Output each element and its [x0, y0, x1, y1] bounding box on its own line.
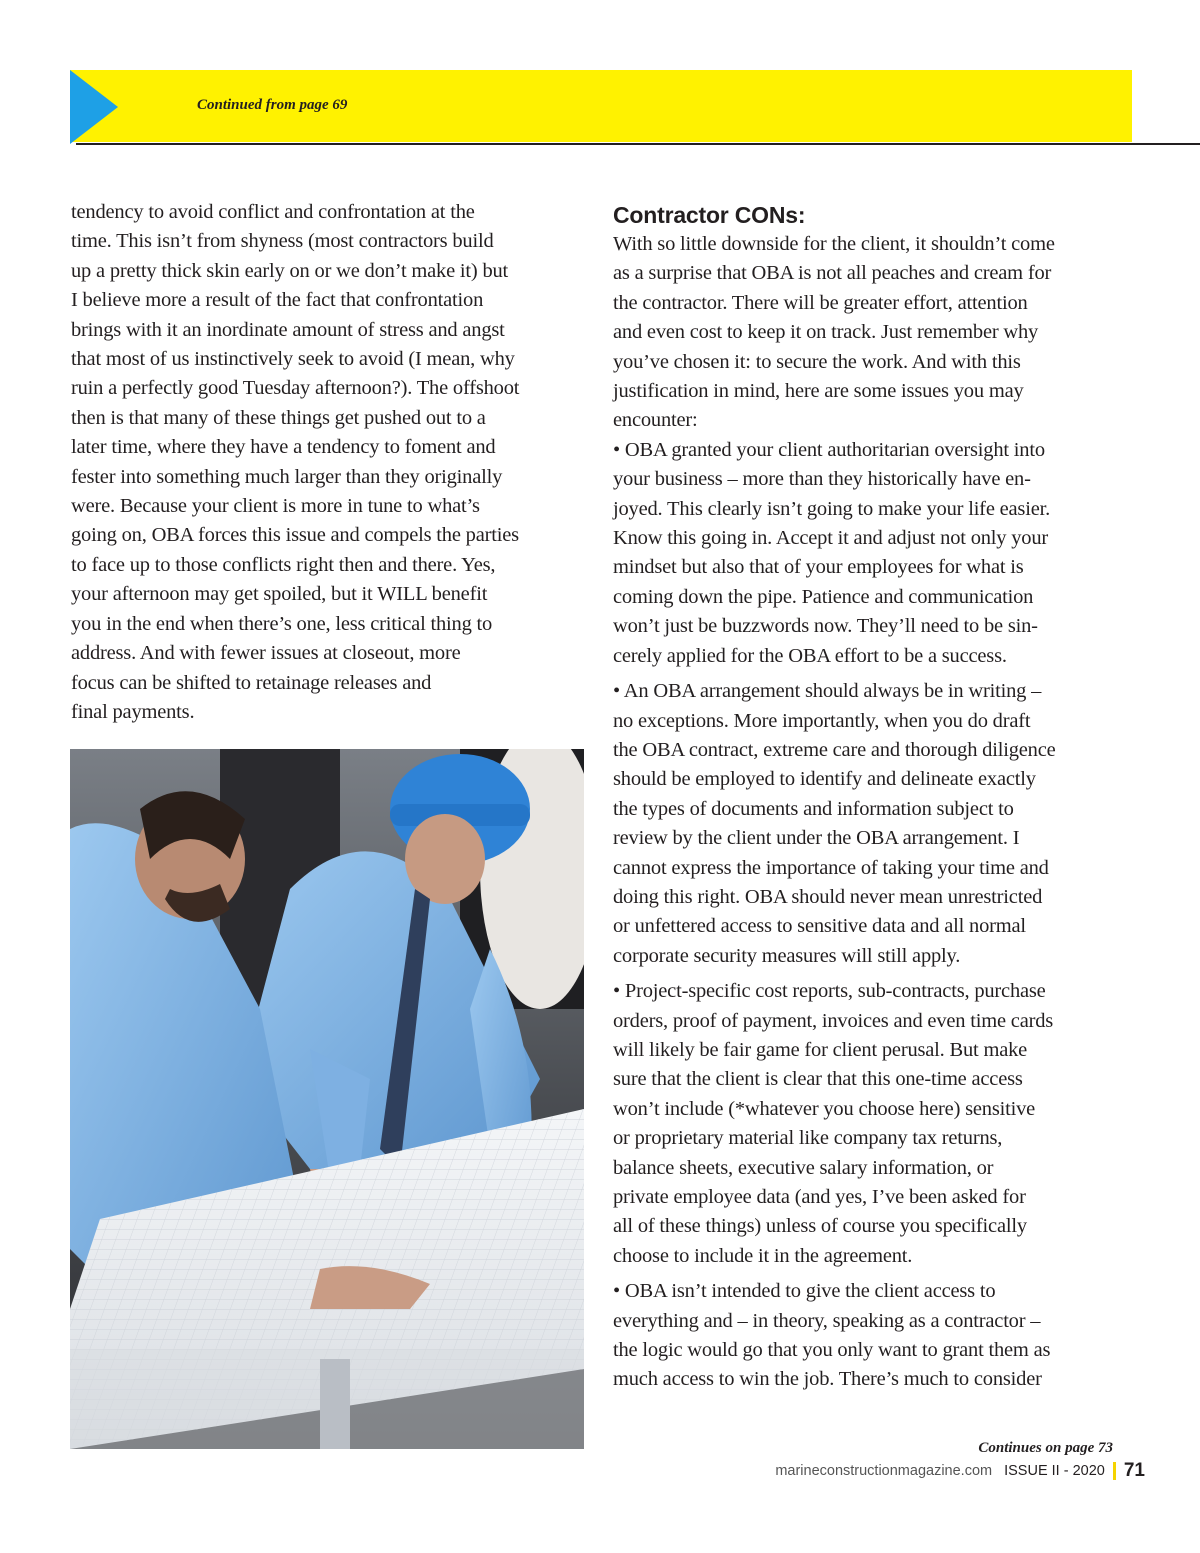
text-line: your business – more than they historically have en- [613, 468, 1031, 491]
continues-on-label: Continues on page 73 [978, 1440, 1113, 1456]
text-line: time. This isn’t from shyness (most contractors build [71, 230, 494, 253]
text-line: that most of us instinctively seek to avoid (I mean, why [71, 348, 515, 371]
text-line: you in the end when there’s one, less critical thing to [71, 612, 493, 635]
text-line: were. Because your client is more in tune to what’s [71, 495, 480, 518]
text-line: you’ve chosen it: to secure the work. And with this [613, 350, 1021, 373]
text-line: • OBA granted your client authoritarian oversight into [613, 438, 1045, 461]
text-line: focus can be shifted to retainage releases and [71, 671, 432, 694]
text-line: address. And with fewer issues at closeout, more [71, 642, 461, 665]
text-line: tendency to avoid conflict and confrontation at the [71, 201, 475, 223]
left-column-text [71, 198, 591, 727]
text-line: I believe more a result of the fact that confrontation [71, 289, 484, 312]
text-line: orders, proof of payment, invoices and even time cards [613, 1009, 1054, 1032]
text-line: or unfettered access to sensitive data and all normal [613, 915, 1026, 938]
page-footer [775, 1458, 1145, 1484]
text-line: to face up to those conflicts right then and there. Yes, [71, 553, 496, 576]
text-line: should be employed to identify and delineate exactly [613, 768, 1036, 791]
text-line: encounter: [613, 409, 698, 432]
text-line: balance sheets, executive salary information, or [613, 1156, 994, 1179]
text-line: ruin a perfectly good Tuesday afternoon?). The offshoot [71, 377, 520, 400]
text-line: the contractor. There will be greater effort, attention [613, 291, 1028, 314]
text-line: and even cost to keep it on track. Just remember why [613, 321, 1039, 344]
text-line: With so little downside for the client, it shouldn’t come [613, 233, 1055, 255]
bullet-item [613, 1277, 1133, 1395]
text-line: corporate security measures will still apply. [613, 944, 961, 967]
text-line: the types of documents and information subject to [613, 797, 1014, 820]
text-line: the logic would go that you only want to grant them as [613, 1339, 1051, 1362]
text-line: mindset but also that of your employees for what is [613, 556, 1024, 579]
text-line: private employee data (and yes, I’ve been asked for [613, 1186, 1026, 1208]
text-line: review by the client under the OBA arrangement. I [613, 827, 1020, 850]
text-line: up a pretty thick skin early on or we don’t make it) but [71, 259, 509, 282]
text-line: Know this going in. Accept it and adjust not only your [613, 527, 1049, 550]
play-arrow-icon [70, 70, 118, 144]
construction-team-photo [70, 749, 584, 1449]
bullet-item [613, 677, 1133, 971]
continued-from-label: Continued from page 69 [197, 97, 348, 113]
text-line: cerely applied for the OBA effort to be a success. [613, 644, 1007, 667]
text-line: brings with it an inordinate amount of stress and angst [71, 318, 505, 341]
text-line: going on, OBA forces this issue and compels the parties [71, 524, 519, 547]
right-column-text [613, 198, 1133, 1395]
text-line: or proprietary material like company tax returns, [613, 1127, 1003, 1150]
text-line: coming down the pipe. Patience and communication [613, 585, 1034, 608]
intro-paragraph [613, 230, 1133, 436]
text-line: won’t just be buzzwords now. They’ll need to be sin- [613, 615, 1038, 638]
text-line: later time, where they have a tendency to foment and [71, 436, 496, 459]
text-line: won’t include (*whatever you choose here) sensitive [613, 1097, 1036, 1120]
footer-separator [1113, 1462, 1116, 1480]
text-line: sure that the client is clear that this one-time access [613, 1068, 1023, 1091]
text-line: all of these things) unless of course you specifically [613, 1215, 1027, 1238]
text-line: then is that many of these things get pushed out to a [71, 406, 486, 429]
text-line: cannot express the importance of taking your time and [613, 856, 1049, 879]
bullet-item [613, 436, 1133, 671]
issue-label: ISSUE II - 2020 [1004, 1463, 1105, 1479]
text-line: everything and – in theory, speaking as a contractor – [613, 1309, 1041, 1332]
page-number: 71 [1123, 1460, 1145, 1481]
bullet-list [613, 436, 1133, 1395]
text-line: choose to include it in the agreement. [613, 1244, 913, 1267]
text-line: final payments. [71, 700, 195, 723]
text-line: will likely be fair game for client perusal. But make [613, 1038, 1028, 1061]
text-line: as a surprise that OBA is not all peaches and cream for [613, 262, 1052, 285]
text-line: much access to win the job. There’s much to consider [613, 1368, 1042, 1391]
text-line: the OBA contract, extreme care and thorough diligence [613, 738, 1056, 761]
text-line: • OBA isn’t intended to give the client access to [613, 1280, 996, 1303]
text-line: joyed. This clearly isn’t going to make your life easier. [613, 497, 1051, 520]
text-line: no exceptions. More importantly, when you do draft [613, 709, 1031, 732]
text-line: doing this right. OBA should never mean unrestricted [613, 885, 1043, 908]
header-rule [76, 143, 1200, 145]
website-link[interactable]: marineconstructionmagazine.com [775, 1463, 993, 1479]
section-heading: Contractor CONs: [613, 202, 806, 228]
text-line: your afternoon may get spoiled, but it WILL benefit [71, 583, 488, 606]
text-line: • An OBA arrangement should always be in writing – [613, 680, 1042, 703]
text-line: • Project-specific cost reports, sub-contracts, purchase [613, 980, 1046, 1003]
bullet-item [613, 977, 1133, 1271]
text-line: justification in mind, here are some issues you may [613, 380, 1024, 403]
text-line: fester into something much larger than they originally [71, 465, 503, 488]
